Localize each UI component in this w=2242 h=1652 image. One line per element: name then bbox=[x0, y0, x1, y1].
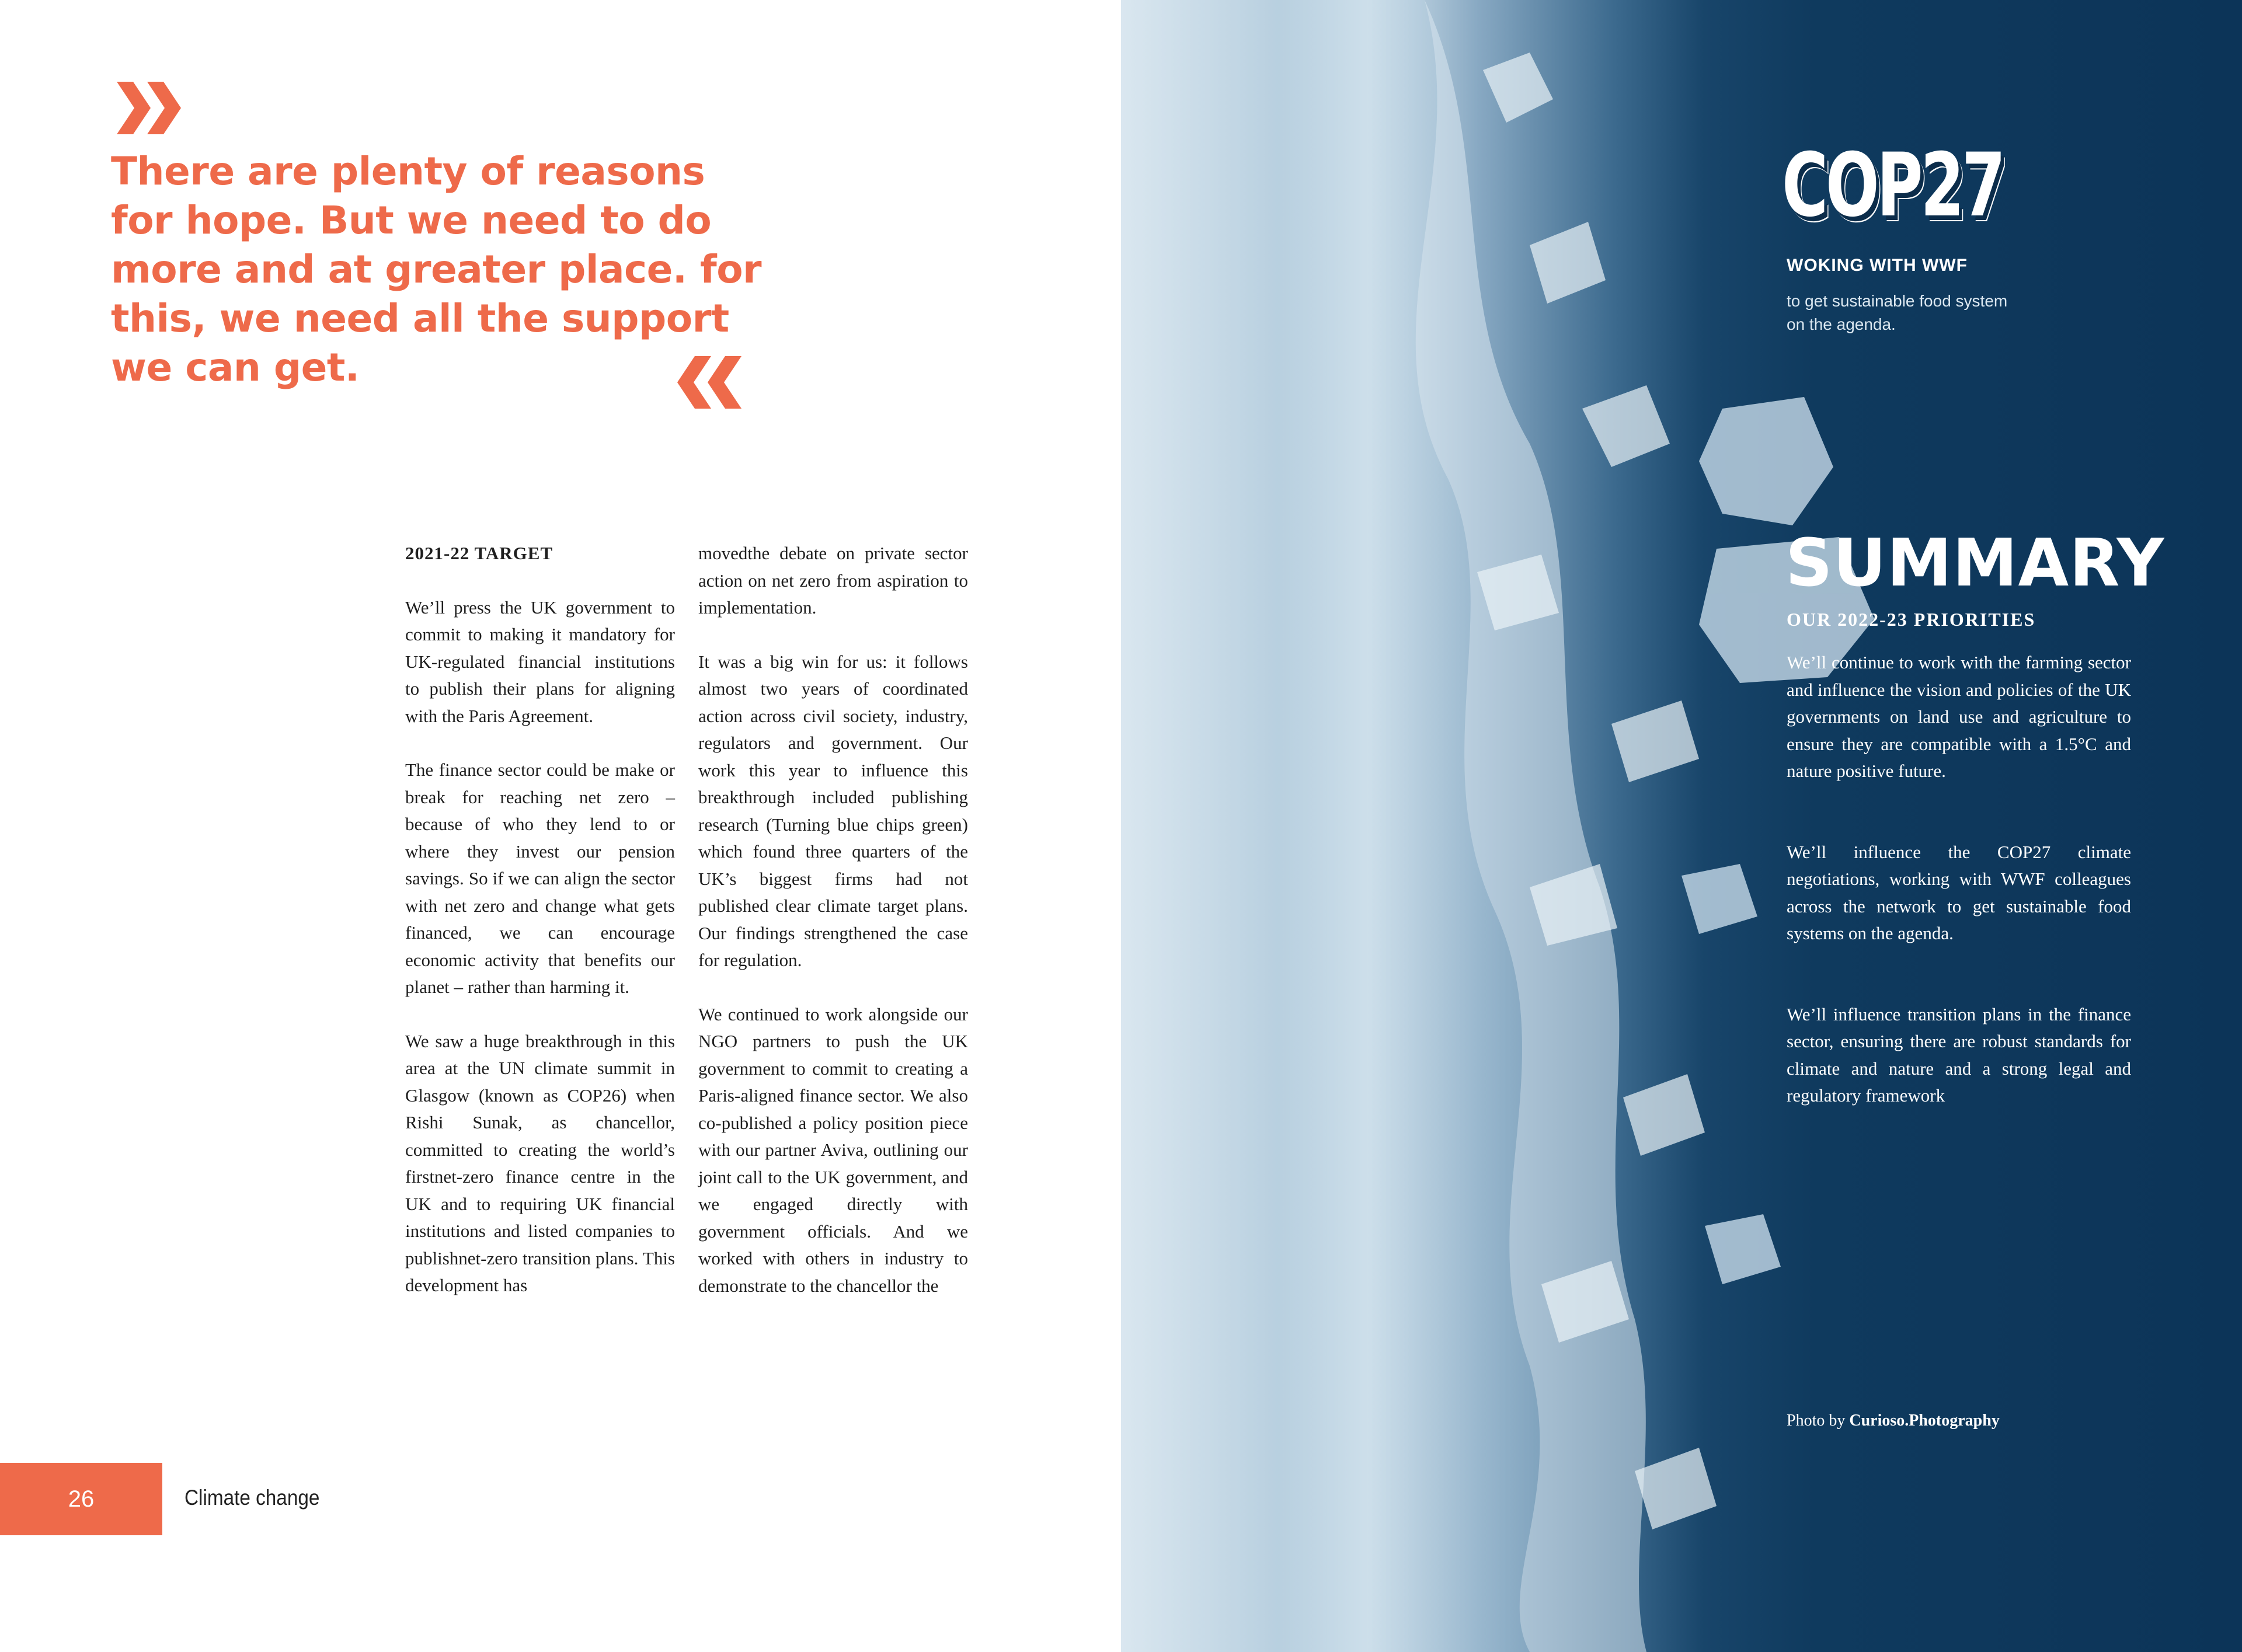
article-paragraph: The finance sector could be make or break for reaching net zero – because of who they lend to or where they invest our pension savings. So if we can align the sector with net zero and change what gets financed, we can encourage economic activity that benefits our planet – rather than harming it. bbox=[405, 759, 675, 997]
cop-description: to get sustainable food system on the agenda. bbox=[1787, 292, 2008, 333]
summary-title: SUMMARY bbox=[1785, 525, 2165, 601]
article-column-left bbox=[405, 540, 675, 1299]
cop-title: COP27 bbox=[1782, 135, 2003, 236]
article-column-right bbox=[698, 540, 968, 1299]
summary-paragraph: We’ll continue to work with the farming sector and influence the vision and policies of the UK governments on land use and agriculture to ensure they are compatible with a 1.5°C and nature positive future. bbox=[1787, 652, 2131, 781]
article-paragraph: We continued to work alongside our NGO partners to push the UK government to commit to creating a Paris-aligned finance sector. We also co-published a policy position piece with our partner Aviva, outlining our joint call to the UK government, and we engaged directly with government officials. And we worked with others in industry to demonstrate to the chancellor the bbox=[698, 1003, 968, 1296]
summary-paragraph: We’ll influence transition plans in the finance sector, ensuring there are robust standards for climate and nature and a strong legal and regulatory framework bbox=[1787, 1003, 2131, 1106]
summary-text bbox=[1787, 649, 2131, 1163]
summary-subtitle: OUR 2022-23 PRIORITIES bbox=[1787, 609, 2036, 630]
chevron-left-icon bbox=[671, 356, 741, 409]
photo-credit-name: Curioso.Photography bbox=[1849, 1411, 2000, 1430]
page-number: 26 bbox=[68, 1486, 95, 1512]
article-paragraph: We saw a huge breakthrough in this area at the UN climate summit in Glasgow (known as COP26) when Rishi Sunak, as chancellor, committed to creating the world’s firstnet-zero finance centre in the UK and to requiring UK financial institutions and listed companies to publishnet-zero transition plans. This development has bbox=[405, 1030, 675, 1295]
photo-credit-prefix: Photo by bbox=[1787, 1411, 1846, 1430]
section-label: Climate change bbox=[184, 1486, 320, 1510]
article-paragraph: movedthe debate on private sector action on net zero from aspiration to implementation. bbox=[698, 543, 968, 618]
ice-photo bbox=[1121, 0, 2242, 1652]
article-paragraph: We’ll press the UK government to commit to making it mandatory for UK-regulated financial institutions to publish their plans for aligning with the Paris Agreement. bbox=[405, 597, 675, 726]
photo-credit bbox=[1787, 1411, 2000, 1430]
summary-paragraph: We’ll influence the COP27 climate negotiations, working with WWF colleagues across the network to get sustainable food systems on the agenda. bbox=[1787, 841, 2131, 943]
page-number-badge bbox=[0, 1463, 162, 1535]
pull-quote: There are plenty of reasons for hope. But we need to do more and at greater place. for this, we need all the support we can get. bbox=[111, 149, 762, 390]
chevron-right-icon bbox=[117, 82, 187, 134]
cop-subtitle: WOKING WITH WWF bbox=[1787, 256, 1968, 275]
section-heading: 2021-22 TARGET bbox=[405, 543, 553, 563]
article-paragraph: It was a big win for us: it follows almost two years of coordinated action across civil society, industry, regulators and government. Our work this year to influence this breakthrough included publishing research (Turning blue chips green) which found three quarters of the UK’s biggest firms had not published clear climate target plans. Our findings strengthened the case for regulation. bbox=[698, 651, 968, 970]
